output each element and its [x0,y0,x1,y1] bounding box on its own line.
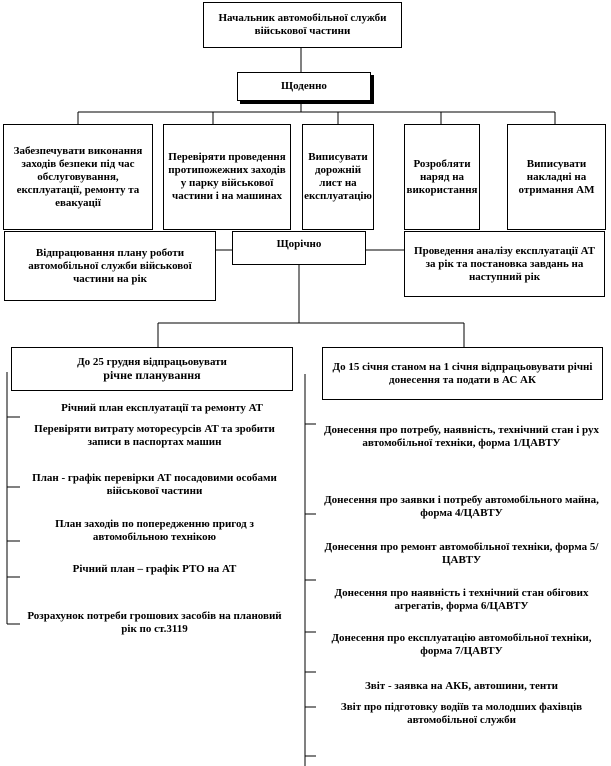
yearly-box [232,231,366,265]
report-item: Донесення про потребу, наявність, технічний стан і рух автомобільної техніки, форма 1/ЦАВТУ [323,424,600,449]
yearly-analysis-label: Проведення аналізу експлуатації АТ за рік та постановка завдань на наступний рік [414,244,595,283]
planning-item: Розрахунок потреби грошових засобів на плановий рік по ст.3119 [27,610,282,635]
yearly-plan-label: Відпрацювання плану роботи автомобільної служби військової частини на рік [28,246,192,285]
daily-task-box [404,124,480,230]
planning-item: Перевіряти витрату моторесурсів АТ та зробити записи в паспортах машин [34,423,275,448]
annual-reports-box [322,347,603,400]
daily-label: Щоденно [281,80,327,92]
head-of-auto-service-label: Начальник автомобільної служби військової частини [218,12,387,37]
planning-item: План заходів по попередженню пригод з автомобільною технікою [55,518,254,543]
yearly-plan-box [4,231,216,301]
report-item: Донесення про ремонт автомобільної техніки, форма 5/ЦАВТУ [324,541,599,566]
planning-item: Річний план – графік РТО на АТ [72,563,237,575]
report-item: Звіт - заявка на АКБ, автошини, тенти [365,680,558,692]
daily-task-label: Розробляти наряд на використання [406,157,478,196]
planning-item: План - графік перевірки АТ посадовими особами військової частини [32,472,277,497]
report-item: Донесення про наявність і технічний стан обігових агрегатів, форма 6/ЦАВТУ [334,587,589,612]
planning-item: Річний план експлуатації та ремонту АТ [61,402,263,414]
report-item: Звіт про підготовку водіїв та молодших фахівців автомобільної служби [340,701,583,726]
daily-task-box [302,124,374,230]
daily-task-label: Виписувати дорожній лист на експлуатацію [304,151,372,202]
daily-task-label: Перевіряти проведення протипожежних заходів у парку військової частини і на машинах [168,151,286,202]
yearly-analysis-box [404,231,605,297]
daily-task-box [163,124,291,230]
annual-planning-deadline: До 25 грудня відпрацьовувати [77,356,227,368]
daily-task-label: Виписувати накладні на отримання АМ [518,157,595,196]
annual-planning-box [11,347,293,391]
daily-task-box [507,124,606,230]
annual-reports-label: До 15 січня станом на 1 січня відпрацьовувати річні донесення та подати в АС АК [332,360,593,386]
report-item: Донесення про експлуатацію автомобільної техніки, форма 7/ЦАВТУ [331,632,592,657]
annual-planning-title: річне планування [103,368,201,382]
daily-box [237,72,371,101]
yearly-label: Щорічно [276,238,322,250]
daily-task-box [3,124,153,230]
head-of-auto-service-box [203,2,402,48]
report-item: Донесення про заявки і потребу автомобільного майна, форма 4/ЦАВТУ [324,494,599,519]
daily-task-label: Забезпечувати виконання заходів безпеки під час обслуговування, експлуатації, ремонту та евакуації [13,144,143,209]
